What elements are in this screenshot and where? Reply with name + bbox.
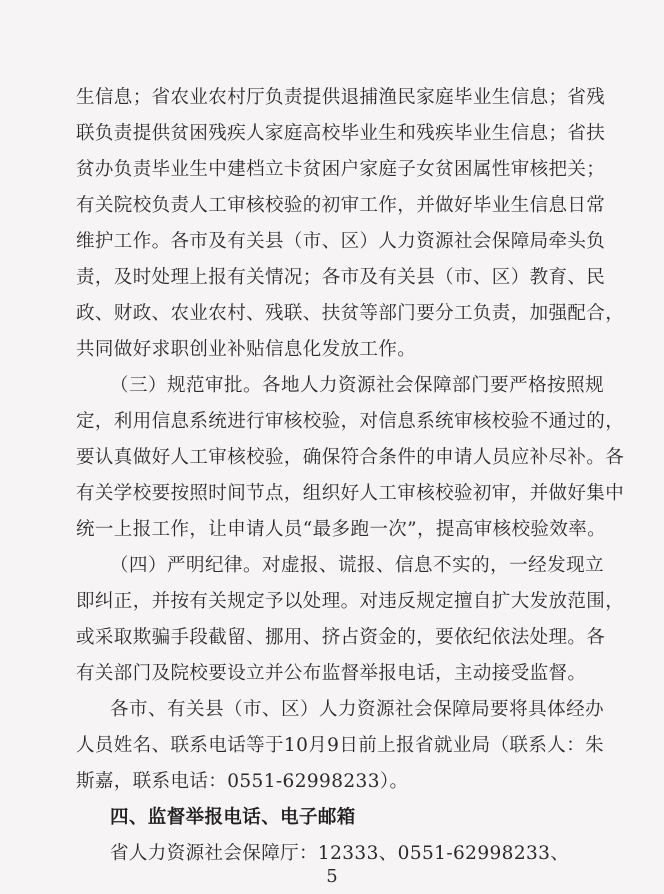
text-line: 维护工作。各市及有关县（市、区）人力资源社会保障局牵头负 (76, 231, 606, 252)
section-four-start: （四）严明纪律。对虚报、谎报、信息不实的，一经发现立 (110, 555, 604, 576)
text-line: 有关院校负责人工审核校验的初审工作，并做好毕业生信息日常 (76, 195, 606, 216)
text-line: 联负责提供贫困残疾人家庭高校毕业生和残疾毕业生信息；省扶 (76, 123, 606, 144)
text-line: 省人力资源社会保障厅：12333、0551-62998233、 (110, 843, 570, 864)
text-line: 政、财政、农业农村、残联、扶贫等部门要分工负责，加强配合， (76, 303, 625, 324)
text-line: 贫办负责毕业生中建档立卡贫困户家庭子女贫困属性审核把关； (76, 159, 606, 180)
text-line: 即纠正，并按有关规定予以处理。对违反规定擅自扩大发放范围， (76, 591, 625, 612)
text-line: 统一上报工作，让申请人员“最多跑一次”，提高审核校验效率。 (76, 519, 607, 540)
text-line: 或采取欺骗手段截留、挪用、挤占资金的，要依纪依法处理。各 (76, 627, 606, 648)
section-heading: 四、监督举报电话、电子邮箱 (110, 807, 356, 828)
text-line: 要认真做好人工审核校验，确保符合条件的申请人员应补尽补。各 (76, 447, 625, 468)
page-number: 5 (326, 866, 338, 887)
section-three-start: （三）规范审批。各地人力资源社会保障部门要严格按照规 (110, 375, 604, 396)
text-line: 生信息；省农业农村厅负责提供退捕渔民家庭毕业生信息；省残 (76, 87, 606, 108)
text-line: 责，及时处理上报有关情况；各市及有关县（市、区）教育、民 (76, 267, 606, 288)
text-line: 人员姓名、联系电话等于10月9日前上报省就业局（联系人：朱 (76, 735, 604, 756)
text-line: 定，利用信息系统进行审核校验，对信息系统审核校验不通过的， (76, 411, 625, 432)
text-line: 斯嘉，联系电话：0551-62998233）。 (76, 771, 409, 792)
text-line: 有关部门及院校要设立并公布监督举报电话，主动接受监督。 (76, 663, 587, 684)
text-line: 有关学校要按照时间节点，组织好人工审核校验初审，并做好集中 (76, 483, 625, 504)
text-line: 共同做好求职创业补贴信息化发放工作。 (76, 339, 417, 360)
paragraph-start: 各市、有关县（市、区）人力资源社会保障局要将具体经办 (110, 699, 604, 720)
